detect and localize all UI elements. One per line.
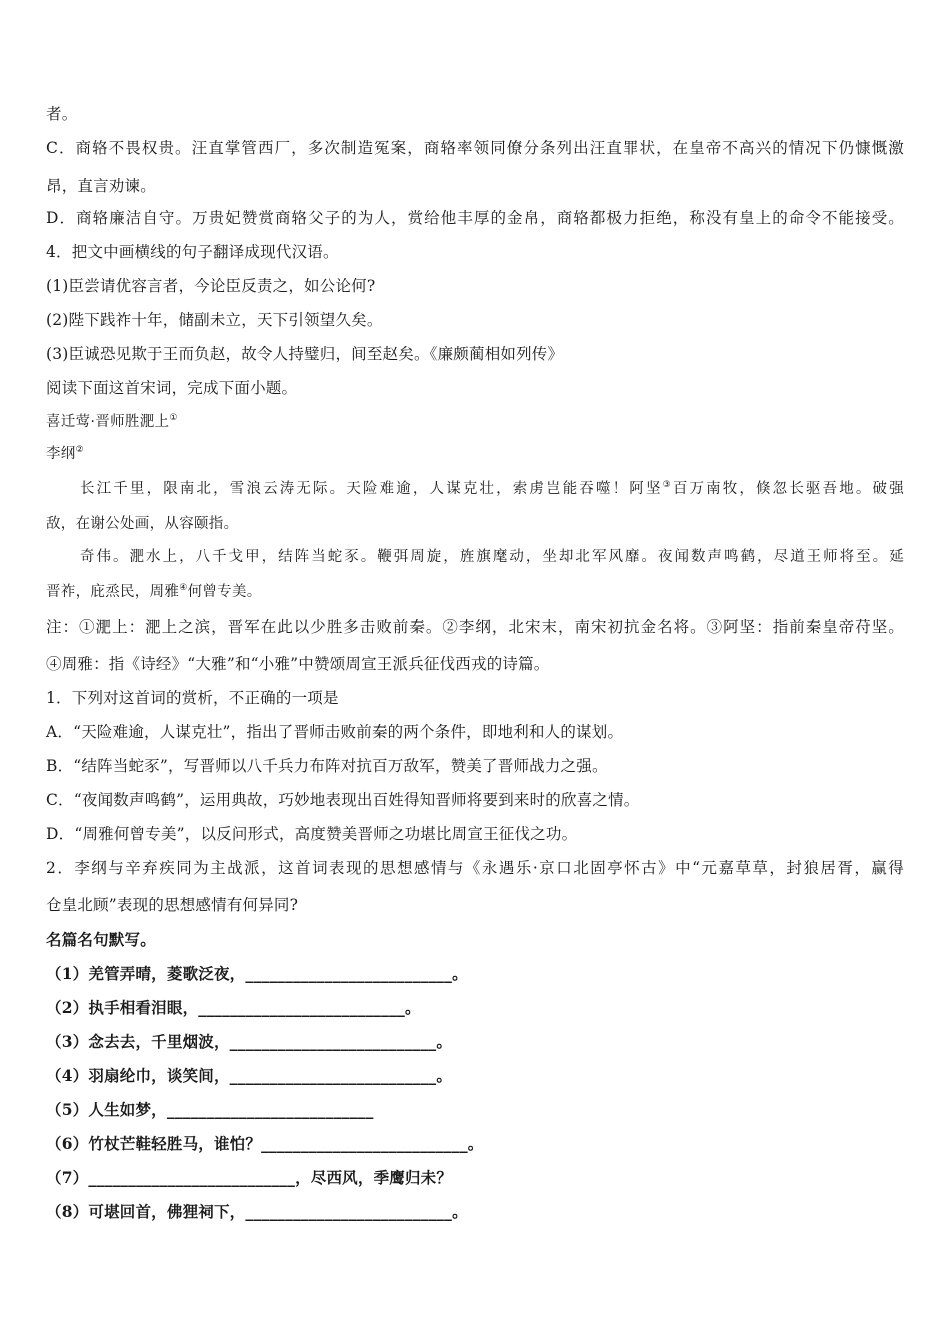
- poem-p2-text-b: 何曾专美。: [187, 584, 262, 600]
- poem-p1-text-b: 百万南牧，倏忽长驱吾地。破强: [672, 481, 905, 497]
- q4-item-1: (1)臣尝请优容言者，今论臣反责之，如公论何?: [46, 277, 376, 295]
- q3-option-d: D．商辂廉洁自守。万贵妃赞赏商辂父子的为人，赏给他丰厚的金帛，商辂都极力拒绝，称没有皇上的命令不能接受。: [46, 209, 904, 227]
- dictation-item-6: （6）竹杖芒鞋轻胜马，谁怕？__________________________。: [46, 1134, 484, 1153]
- dictation-item-3: （3）念去去，千里烟波，__________________________。: [46, 1032, 453, 1051]
- poem-p1-text-a: 长江千里，限南北，雪浪云涛无际。天险难逾，人谋克壮，索虏岂能吞噬！阿坚: [80, 481, 663, 497]
- poem-paragraph-2-line-1: 奇伟。淝水上，八千戈甲，结阵当蛇豕。鞭弭周旋，旌旗麾动，坐却北军风靡。夜闻数声鸣鹤，尽道王师将至。延: [80, 549, 904, 565]
- subquestion-1-option-d: D．“周雅何曾专美”，以反问形式，高度赞美晋师之功堪比周宣王征伐之功。: [46, 825, 578, 843]
- poem-paragraph-1-line-2: 敌，在谢公处画，从容颐指。: [46, 516, 239, 532]
- poem-paragraph-2-line-2: [46, 580, 262, 601]
- subquestion-1-option-b: B．“结阵当蛇豕”，写晋师以八千兵力布阵对抗百万敌军，赞美了晋师战力之强。: [46, 757, 608, 775]
- dictation-title: 名篇名句默写。: [46, 930, 156, 949]
- subquestion-1-option-c: C．“夜闻数声鸣鹤”，运用典故，巧妙地表现出百姓得知晋师将要到来时的欣喜之情。: [46, 791, 640, 809]
- q3-option-c-line1: C．商辂不畏权贵。汪直掌管西厂，多次制造冤案，商辂率领同僚分条列出汪直罪状，在皇帝不高兴的情况下仍慷慨激: [46, 139, 904, 157]
- dictation-item-4: （4）羽扇纶巾，谈笑间，__________________________。: [46, 1066, 453, 1085]
- poem-author-note: ②: [75, 445, 84, 456]
- poem-title: [46, 410, 178, 431]
- subquestion-2-line-1: 2．李纲与辛弃疾同为主战派，这首词表现的思想感情与《永遇乐·京口北固亭怀古》中“元嘉草草，封狼居胥，赢得: [46, 859, 904, 877]
- dictation-item-5: （5）人生如梦，__________________________: [46, 1100, 374, 1119]
- subquestion-1-title: 1．下列对这首词的赏析，不正确的一项是: [46, 689, 339, 707]
- dictation-item-1: （1）羌管弄晴，菱歌泛夜，__________________________。: [46, 964, 468, 983]
- q3-option-c-line2: 昂，直言劝谏。: [46, 177, 156, 195]
- poem-p2-text-a: 晋祚，庇烝民，周雅: [46, 584, 180, 600]
- poem-p2-note: ④: [179, 583, 188, 594]
- q4-item-3: (3)臣诚恐见欺于王而负赵，故令人持璧归，间至赵矣。《廉颇蔺相如列传》: [46, 345, 564, 363]
- dictation-item-8: （8）可堪回首，佛狸祠下，__________________________。: [46, 1202, 468, 1221]
- poem-notes-line-2: ④周雅：指《诗经》“大雅”和“小雅”中赞颂周宣王派兵征伐西戎的诗篇。: [46, 655, 550, 673]
- dictation-item-2: （2）执手相看泪眼，__________________________。: [46, 998, 421, 1017]
- poem-notes-line-1: 注：①淝上：淝上之滨，晋军在此以少胜多击败前秦。②李纲，北宋末，南宋初抗金名将。③阿坚：指前秦皇帝苻坚。: [46, 618, 904, 636]
- dictation-item-7: （7）__________________________，尽西风，季鹰归未？: [46, 1168, 453, 1187]
- q4-item-2: (2)陛下践祚十年，储副未立，天下引领望久矣。: [46, 311, 383, 329]
- subquestion-1-option-a: A．“天险难逾，人谋克壮”，指出了晋师击败前秦的两个条件，即地利和人的谋划。: [46, 723, 624, 741]
- poem-intro: 阅读下面这首宋词，完成下面小题。: [46, 379, 298, 397]
- poem-p1-note: ③: [662, 480, 673, 491]
- poem-paragraph-1-line-1: [80, 477, 904, 498]
- poem-author: [46, 442, 84, 463]
- q4-title: 4．把文中画横线的句子翻译成现代汉语。: [46, 243, 339, 261]
- poem-author-name: 李纲: [46, 446, 76, 462]
- q3-option-b-tail: 者。: [46, 105, 78, 123]
- poem-title-note: ①: [169, 413, 178, 424]
- poem-title-text: 喜迁莺·晋师胜淝上: [46, 414, 170, 430]
- subquestion-2-line-2: 仓皇北顾”表现的思想感情有何异同?: [46, 896, 299, 914]
